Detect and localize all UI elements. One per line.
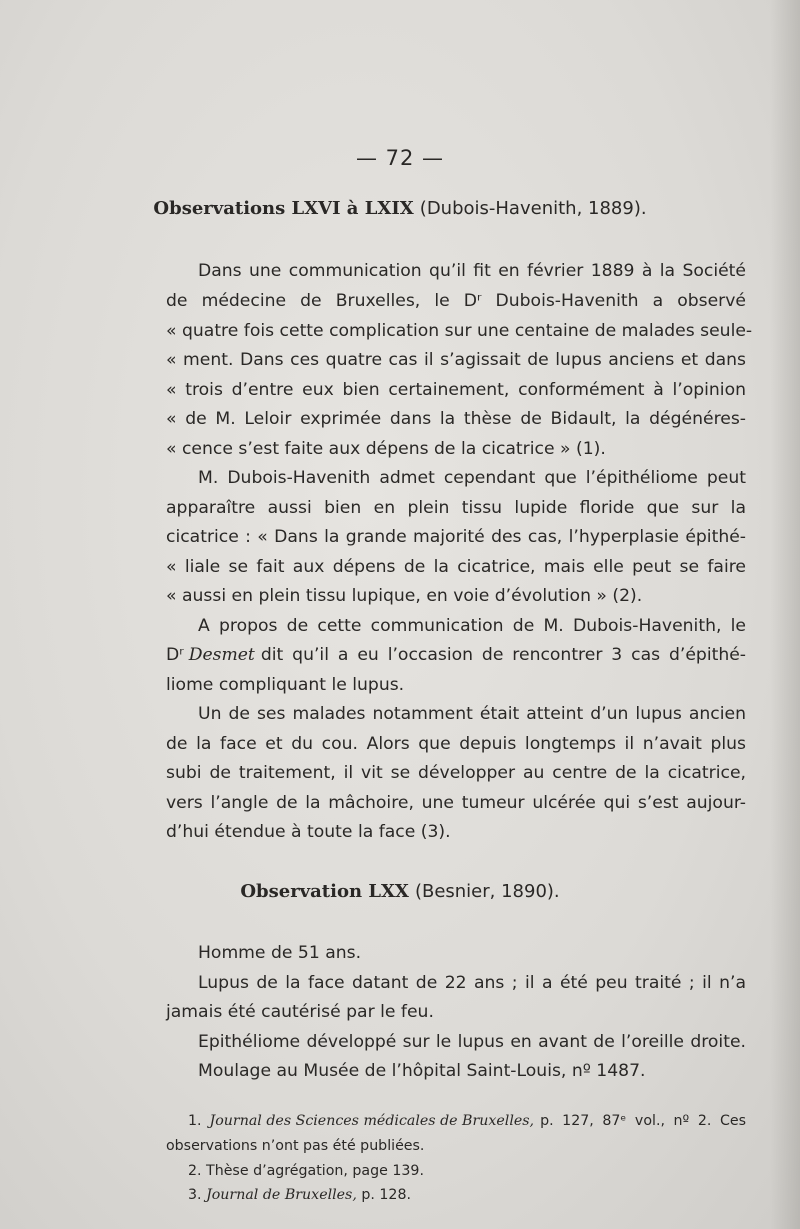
body-line: « de M. Leloir exprimée dans la thèse de Bidault, la dégénéres- <box>166 409 746 429</box>
footnote-1-number: 1. <box>188 1113 202 1129</box>
section-heading-2-title: Observation LXX <box>240 881 409 902</box>
body-line: « quatre fois cette complication sur une centaine de malades seule- <box>166 321 753 341</box>
body-line: « aussi en plein tissu lupique, en voie d’évolution » (2). <box>166 586 643 606</box>
section-heading-1-title: Observations LXVI à LXIX <box>153 198 414 219</box>
footnote-3-rest: p. 128. <box>361 1187 411 1203</box>
body-line: de la face et du cou. Alors que depuis longtemps il n’avait plus <box>166 734 746 754</box>
page-edge-shadow <box>770 0 800 1229</box>
body-line: « liale se fait aux dépens de la cicatrice, mais elle peut se faire <box>166 557 746 577</box>
section-heading-1 <box>0 197 800 219</box>
page-number: — 72 — <box>355 146 445 170</box>
footnote-3-title: Journal de Bruxelles, <box>206 1187 357 1203</box>
footnote-1-continued: observations n’ont pas été publiées. <box>166 1138 425 1154</box>
body-line: apparaître aussi bien en plein tissu lupide floride que sur la <box>166 498 746 518</box>
footnote-1-rest: p. 127, 87ᵉ vol., nº 2. Ces <box>540 1113 746 1129</box>
body-line: Dans une communication qu’il fit en février 1889 à la Société <box>198 261 746 281</box>
body-line: Epithéliome développé sur le lupus en avant de l’oreille droite. <box>198 1032 746 1052</box>
footnote-1 <box>188 1112 746 1130</box>
body-line: Lupus de la face datant de 22 ans ; il a été peu traité ; il n’a <box>198 973 746 993</box>
desmet-rest: dit qu’il a eu l’occasion de rencontrer 3 cas d’épithé- <box>260 645 746 665</box>
body-line: « cence s’est faite aux dépens de la cicatrice » (1). <box>166 439 606 459</box>
body-line: subi de traitement, il vit se développer au centre de la cicatrice, <box>166 763 746 783</box>
body-line: « trois d’entre eux bien certainement, conformément à l’opinion <box>166 380 746 400</box>
body-line: cicatrice : « Dans la grande majorité des cas, l’hyperplasie épithé- <box>166 527 746 547</box>
body-line: « ment. Dans ces quatre cas il s’agissait de lupus anciens et dans <box>166 350 746 370</box>
section-heading-1-source: (Dubois-Havenith, 1889). <box>419 198 647 219</box>
section-heading-2 <box>0 880 800 902</box>
body-line: M. Dubois-Havenith admet cependant que l’épithéliome peut <box>198 468 746 488</box>
body-line: liome compliquant le lupus. <box>166 675 405 695</box>
desmet-title: Dʳ <box>166 645 184 665</box>
footnote-2: 2. Thèse d’agrégation, page 139. <box>188 1163 424 1179</box>
body-line: Homme de 51 ans. <box>198 943 362 963</box>
body-line: Un de ses malades notamment était atteint d’un lupus ancien <box>198 704 746 724</box>
footnote-3-number: 3. <box>188 1187 202 1203</box>
body-line: A propos de cette communication de M. Dubois-Havenith, le <box>198 616 746 636</box>
body-line: vers l’angle de la mâchoire, une tumeur ulcérée qui s’est aujour- <box>166 793 746 813</box>
body-line: Moulage au Musée de l’hôpital Saint-Louis, nº 1487. <box>198 1061 646 1081</box>
section-heading-2-source: (Besnier, 1890). <box>414 881 560 902</box>
body-line-desmet <box>166 644 746 666</box>
footnote-1-title: Journal des Sciences médicales de Bruxelles, <box>209 1113 535 1129</box>
body-line: de médecine de Bruxelles, le Dʳ Dubois-Havenith a observé <box>166 291 746 311</box>
footnote-3 <box>188 1186 411 1204</box>
body-line: jamais été cautérisé par le feu. <box>166 1002 434 1022</box>
body-line: d’hui étendue à toute la face (3). <box>166 822 451 842</box>
desmet-name: Desmet <box>188 645 255 665</box>
